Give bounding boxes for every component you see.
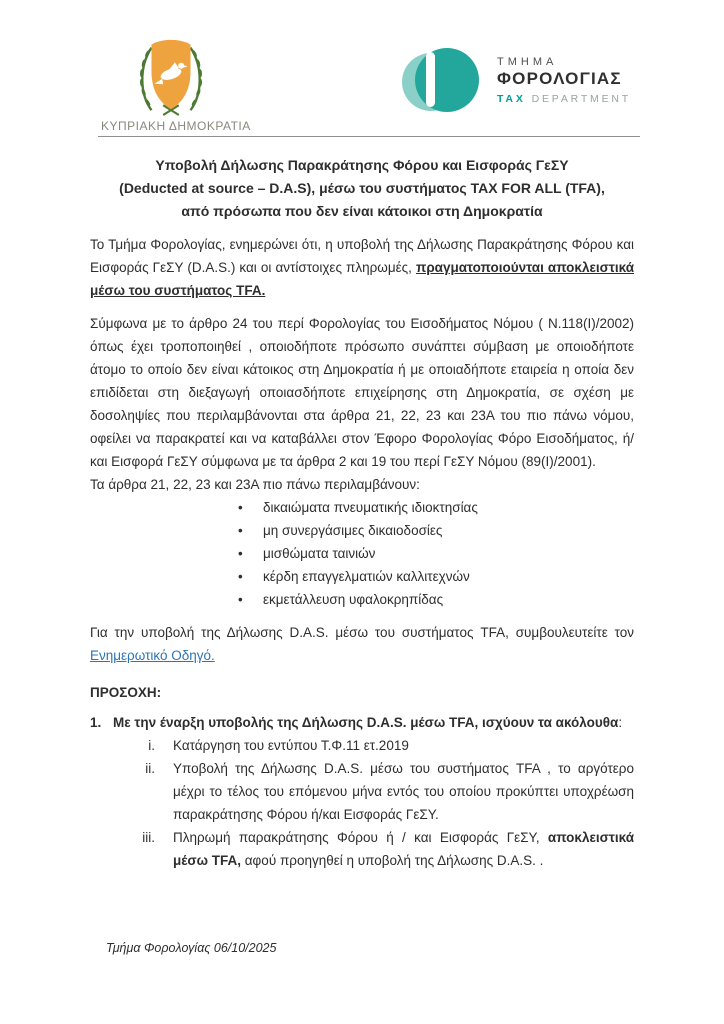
- tax-department-logo-icon: [402, 44, 480, 116]
- document-footer: Τμήμα Φορολογίας 06/10/2025: [106, 941, 277, 955]
- paragraph-law-reference: Σύμφωνα με το άρθρο 24 του περί Φορολογίας του Εισοδήματος Νόμου ( Ν.118(Ι)/2002) όπως έχει τροποποιηθεί , οποιοδήποτε πρόσωπο συνάπτει σύμβαση με οποιοδήποτε άτομο το οποίο δεν είναι κάτοικος στη Δημοκρατία ή με οποιαδήποτε εταιρεία η οποία δεν επιδίδεται στη διεξαγωγή οποιασδήποτε επιχείρησης στη Δημοκρατία, σε σχέση με δοσοληψίες που περιλαμβάνονται στα άρθρα 21, 22, 23 και 23Α του πιο πάνω νόμου, οφείλει να παρακρατεί και να καταβάλλει στον Έφορο Φορολογίας Φόρο Εισοδήματος, ή/και Εισφορά ΓεΣΥ σύμφωνα με τα άρθρα 2 και 19 του περί ΓεΣΥ Νόμου (89(Ι)/2001).: [90, 316, 634, 469]
- paragraph-guide: [90, 621, 634, 667]
- tax-logo-line2: ΦΟΡΟΛΟΓΙΑΣ: [497, 68, 622, 88]
- tax-logo-tax: TAX: [497, 92, 526, 105]
- bullet-icon: •: [238, 592, 243, 607]
- bullet-text: εκμετάλλευση υφαλοκρηπίδας: [263, 592, 444, 607]
- roman-marker: ii.: [145, 761, 155, 776]
- list-item: [238, 588, 634, 611]
- roman-item-text-before: Πληρωμή παρακράτησης Φόρου ή / και Εισφοράς ΓεΣΥ,: [173, 830, 548, 845]
- paragraph-articles-intro: Τα άρθρα 21, 22, 23 και 23Α πιο πάνω περιλαμβάνουν:: [90, 477, 420, 492]
- paragraph-announcement-text: Το Τμήμα Φορολογίας, ενημερώνει ότι, η υποβολή της Δήλωσης Παρακράτησης Φόρου και Εισφοράς ΓεΣΥ (D.A.S.) και οι αντίστοιχες πληρωμές,: [90, 237, 634, 275]
- tax-logo-department: DEPARTMENT: [531, 92, 631, 105]
- bullet-text: μισθώματα ταινιών: [263, 546, 376, 561]
- roman-item-text: Υποβολή της Δήλωσης D.A.S. μέσω του συστήματος TFA , το αργότερο μέχρι το τέλος του επόμενου μήνα εντός του οποίου προκύπτει υποχρέωση παρακράτησης Φόρου ή/και Εισφοράς ΓεΣΥ.: [173, 761, 634, 822]
- paragraph-announcement: [90, 233, 634, 302]
- bullet-text: κέρδη επαγγελματιών καλλιτεχνών: [263, 569, 470, 584]
- roman-marker: i.: [148, 738, 155, 753]
- roman-item-text: [173, 826, 634, 872]
- roman-marker: iii.: [142, 830, 155, 845]
- list-item: [238, 565, 634, 588]
- republic-caption: ΚΥΠΡΙΑΚΗ ΔΗΜΟΚΡΑΤΙΑ: [101, 119, 251, 133]
- roman-item-iii: [90, 826, 634, 872]
- document-body: [90, 154, 634, 872]
- paragraph-guide-text: Για την υποβολή της Δήλωσης D.A.S. μέσω του συστήματος TFA, συμβουλευτείτε τον: [90, 625, 634, 640]
- list-item: [238, 542, 634, 565]
- numbered-item-1: [90, 711, 634, 734]
- tax-logo-line1: ΤΜΗΜΑ: [497, 55, 558, 68]
- articles-bullet-list: [90, 496, 634, 611]
- bullet-text: δικαιώματα πνευματικής ιδιοκτησίας: [263, 500, 478, 515]
- title-line-3: από πρόσωπα που δεν είναι κάτοικοι στη Δημοκρατία: [181, 203, 543, 219]
- tax-department-logo: [402, 44, 631, 116]
- roman-item-i: [90, 734, 634, 757]
- header-divider: [98, 136, 640, 137]
- paragraph-announcement-emphasis: πραγματοποιούνται αποκλειστικά μέσω του συστήματος TFA.: [90, 260, 635, 298]
- bullet-icon: •: [238, 546, 243, 561]
- document-header: [0, 0, 724, 140]
- attention-heading: ΠΡΟΣΟΧΗ:: [90, 685, 162, 700]
- tax-department-wordmark: [497, 56, 631, 105]
- title-line-2: (Deducted at source – D.A.S), μέσω του συστήματος TAX FOR ALL (TFA),: [119, 180, 605, 196]
- bullet-icon: •: [238, 500, 243, 515]
- informational-guide-link[interactable]: Ενημερωτικό Οδηγό.: [90, 648, 215, 663]
- bullet-icon: •: [238, 523, 243, 538]
- bullet-text: μη συνεργάσιμες δικαιοδοσίες: [263, 523, 443, 538]
- numbered-item-marker: 1.: [90, 715, 102, 730]
- numbered-item-intro-colon: :: [618, 715, 623, 730]
- roman-item-ii: [90, 757, 634, 826]
- numbered-item-intro-bold: Με την έναρξη υποβολής της Δήλωσης D.A.S. μέσω TFA, ισχύουν τα ακόλουθα: [113, 715, 619, 730]
- list-item: [238, 519, 634, 542]
- list-item: [238, 496, 634, 519]
- roman-item-text: Κατάργηση του εντύπου Τ.Φ.11 ετ.2019: [173, 738, 409, 753]
- republic-emblem-block: [101, 34, 251, 133]
- numbered-item-intro: [113, 711, 634, 734]
- title-line-1: Υποβολή Δήλωσης Παρακράτησης Φόρου και Εισφοράς ΓεΣΥ: [155, 157, 569, 173]
- cyprus-coat-of-arms-icon: [125, 34, 217, 116]
- bullet-icon: •: [238, 569, 243, 584]
- roman-item-text-after: αφού προηγηθεί η υποβολή της Δήλωσης D.A.S. .: [241, 853, 544, 868]
- roman-item-text-bold: αποκλειστικά μέσω TFA,: [173, 830, 634, 868]
- document-title: [90, 154, 634, 223]
- tax-logo-line3: [497, 93, 631, 105]
